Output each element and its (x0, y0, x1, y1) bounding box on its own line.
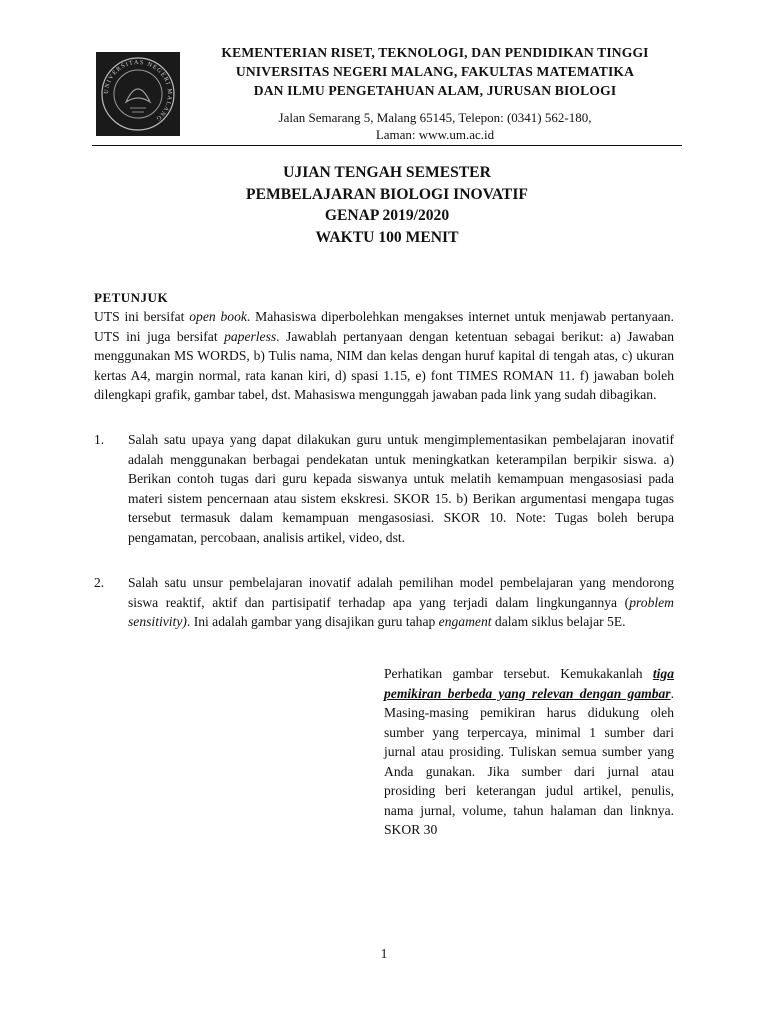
open-book-term: open book (189, 309, 247, 324)
question-2 (94, 573, 674, 632)
letterhead (185, 43, 685, 143)
duration: WAKTU 100 MENIT (315, 228, 459, 246)
engament-term: engament (438, 614, 492, 629)
instructions-heading: PETUNJUK (94, 290, 169, 305)
task-text: Perhatikan gambar tersebut. Kemukakanlah tiga pemikiran berbeda yang relevan dengan gambar. Masing-masing pemikiran harus didukung oleh sumber yang terpercaya, minimal 1 sumber dari jurnal atau prosiding. Tuliskan semua sumber yang Anda gunakan. Jika sumber dari jurnal atau prosiding beri keterangan judul artikel, penulis, nama jurnal, volume, tahun halaman dan linknya. SKOR 30 (384, 666, 674, 837)
logo-text: UNIVERSITAS NEGERI MALANG (102, 58, 174, 123)
question-number: 1. (94, 432, 105, 447)
question-2-task (384, 664, 674, 840)
question-1 (94, 430, 674, 547)
problem-sensitivity-term: problem sensitivity) (128, 594, 674, 629)
institution-line-3: DAN ILMU PENGETAHUAN ALAM, JURUSAN BIOLOGI (253, 83, 617, 98)
task-emphasis: tiga pemikiran berbeda yang relevan dengan gambar (384, 666, 674, 701)
website: Laman: www.um.ac.id (375, 127, 495, 142)
semester: GENAP 2019/2020 (324, 207, 450, 224)
instructions-text: UTS ini bersifat open book. Mahasiswa diperbolehkan mengakses internet untuk menjawab pertanyaan. UTS ini juga bersifat paperless. Jawablah pertanyaan dengan ketentuan sebagai berikut: a) Jawaban menggunakan MS WORDS, b) Tulis nama, NIM dan kelas dengan huruf kapital di tengah atas, c) ukuran kertas A4, margin normal, rata kanan kiri, d) spasi 1.15, e) font TIMES ROMAN 11. f) jawaban boleh dilengkapi grafik, gambar tabel, dst. Mahasiswa mengunggah jawaban pada link yang sudah dibagikan. (94, 309, 674, 402)
institution-line-1: KEMENTERIAN RISET, TEKNOLOGI, DAN PENDIDIKAN TINGGI (221, 45, 649, 60)
header-divider (92, 145, 682, 146)
institution-line-2: UNIVERSITAS NEGERI MALANG, FAKULTAS MATEMATIKA (235, 64, 635, 79)
question-number: 2. (94, 575, 105, 590)
question-text: Salah satu upaya yang dapat dilakukan guru untuk mengimplementasikan pembelajaran inovatif adalah menggunakan berbagai pendekatan untuk meningkatkan keterampilan berpikir siswa. a) Berikan contoh tugas dari guru kepada siswanya untuk melatih kemampuan mengasosiasi pada materi sistem pencernaan atau sistem ekskresi. SKOR 15. b) Berikan argumentasi mengapa tugas tersebut termasuk dalam kemampuan mengasosiasi. SKOR 10. Note: Tugas boleh berupa pengamatan, percobaan, analisis artikel, video, dst. (128, 432, 674, 545)
paperless-term: paperless (224, 328, 277, 344)
course-name: PEMBELAJARAN BIOLOGI INOVATIF (246, 185, 528, 203)
address: Jalan Semarang 5, Malang 65145, Telepon: (0341) 562-180, (278, 110, 592, 125)
question-text: Salah satu unsur pembelajaran inovatif adalah pemilihan model pembelajaran yang mendorong siswa reaktif, aktif dan partisipatif terhadap apa yang terjadi dalam lingkungannya (problem sensitivity). Ini adalah gambar yang disajikan guru tahap engament dalam siklus belajar 5E. (128, 575, 674, 629)
university-logo (96, 52, 180, 136)
instructions-section (94, 288, 674, 405)
exam-title-block (92, 162, 682, 248)
page-number: 1 (380, 946, 388, 961)
exam-title: UJIAN TENGAH SEMESTER (283, 164, 491, 181)
